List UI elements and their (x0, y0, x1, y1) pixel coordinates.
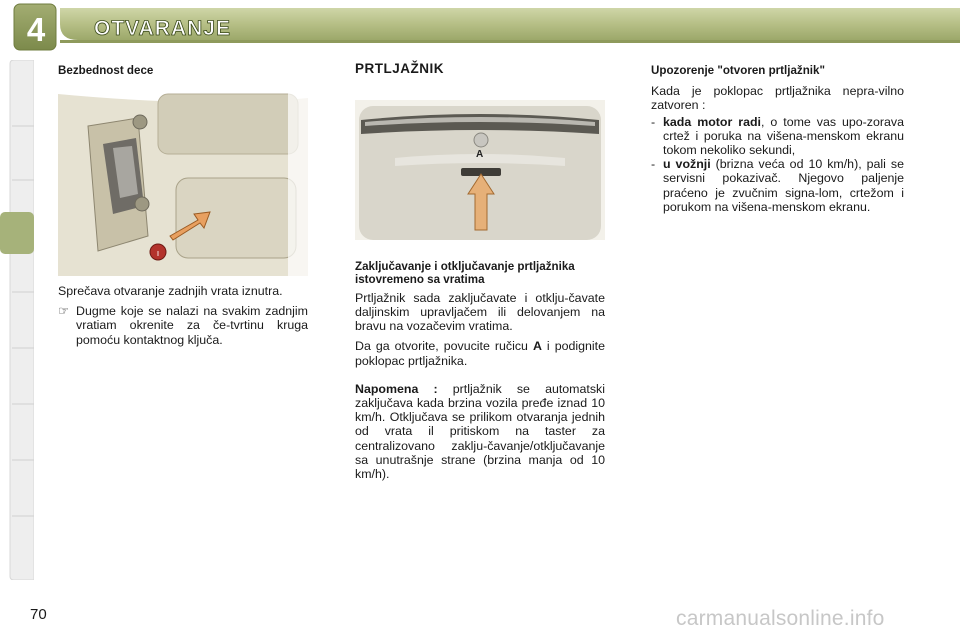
middle-column (355, 62, 605, 76)
child-lock-photo (58, 86, 308, 276)
subheading-locking: Zaključavanje i otključavanje prtljažnika istovremeno sa vratima (355, 260, 575, 287)
trunk-handle-photo (355, 100, 605, 248)
watermark: carmanualsonline.info (676, 607, 885, 630)
handle-reference-a: A (532, 339, 542, 354)
bullet-text: Dugme koje se nalazi na svakim zadnjim vratiam okrenite za če-tvrtinu kruga pomoću kontaktnog ključa. (76, 304, 308, 347)
left-column (58, 64, 308, 78)
note-paragraph (355, 382, 605, 481)
note-text: prtljažnik se automatski zaključava kada brzina vozila pređe iznad 10 km/h. Otključava se prilikom otvaranja jednih od vrata il pritiskom na taster za centralizovano zaklju-čavanje/otključavanje sa unutrašnje strane (brzina manja od 10 km/h). (355, 381, 605, 482)
active-chapter-tab[interactable] (0, 212, 34, 254)
svg-text:ı: ı (156, 248, 160, 258)
warning-intro: Kada je poklopac prtljažnika nepra-vilno zatvoren : (651, 84, 904, 113)
chapter-side-tabs (0, 60, 34, 580)
child-safety-paragraph: Sprečava otvaranje zadnjih vrata iznutra. (58, 284, 283, 298)
section-heading-trunk: PRTLJAŽNIK (355, 61, 444, 76)
warning-item-driving: - u vožnji (brizna veća od 10 km/h), pali se servisni pokazivač. Njegovo paljenje praćeno je zvučnim signa-lom, crtežom i porukom na višena-menskom ekranu. (651, 157, 904, 214)
section-heading-trunk-open-warning: Upozorenje "otvoren prtljažnik" (651, 64, 825, 77)
chapter-title: OTVARANJE (94, 17, 231, 40)
locking-paragraph: Prtljažnik sada zaključavate i otklju-čavate daljinskim upravljačem ili delovanjem na bravu na vozačevim vratima. (355, 290, 605, 334)
child-safety-bullet (58, 304, 308, 347)
warning-item-engine-running: - kada motor radi, o tome vas upo-zorava crtež i poruka na višena-menskom ekranu tokom nekoliko sekundi, (651, 114, 904, 158)
note-label: Napomena : (355, 381, 438, 396)
middle-column-body (355, 260, 605, 487)
chapter-header (0, 0, 960, 52)
left-column-body (58, 284, 308, 351)
hand-pointer-icon: ☞ (58, 304, 70, 319)
opening-paragraph: Da ga otvorite, povucite ručicu A i podignite poklopac prtljažnika. (355, 339, 605, 368)
right-column (651, 64, 904, 214)
page-number: 70 (30, 606, 47, 623)
chapter-number: 4 (26, 11, 46, 48)
handle-label-a: A (476, 149, 484, 160)
section-heading-child-safety: Bezbednost dece (58, 64, 154, 77)
